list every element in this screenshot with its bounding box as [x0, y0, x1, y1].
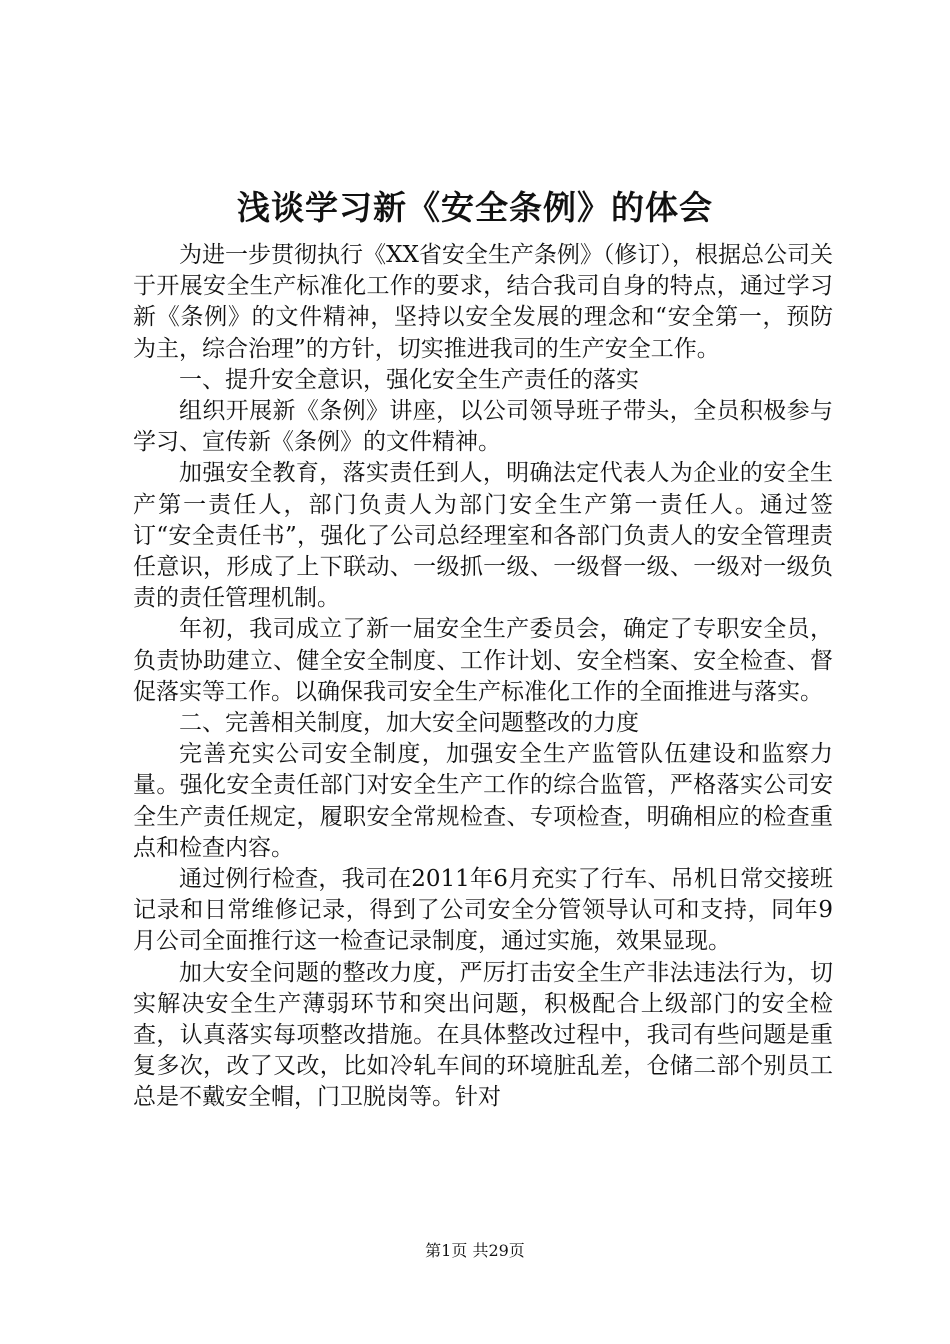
paragraph-intro: 为进一步贯彻执行《XX省安全生产条例》（修订），根据总公司关于开展安全生产标准化工作的要求，结合我司自身的特点，通过学习新《条例》的文件精神，坚持以安全发展的理念和“安全第一，预防为主，综合治理”的方针，切实推进我司的生产安全工作。 [133, 242, 833, 362]
paragraph: 加大安全问题的整改力度，严厉打击安全生产非法违法行为，切实解决安全生产薄弱环节和突出问题，积极配合上级部门的安全检查，认真落实每项整改措施。在具体整改过程中，我司有些问题是重复多次，改了又改，比如冷轧车间的环境脏乱差，仓储二部个别员工总是不戴安全帽，门卫脱岗等。针对 [133, 959, 833, 1111]
document-title: 浅谈学习新《安全条例》的体会 [237, 188, 713, 227]
document-body [133, 240, 833, 1114]
paragraph: 年初，我司成立了新一届安全生产委员会，确定了专职安全员，负责协助建立、健全安全制度、工作计划、安全档案、安全检查、督促落实等工作。以确保我司安全生产标准化工作的全面推进与落实。 [133, 616, 833, 705]
page-number-footer: 第1页 共29页 [425, 1241, 525, 1260]
paragraph: 组织开展新《条例》讲座，以公司领导班子带头，全员积极参与学习、宣传新《条例》的文件精神。 [133, 398, 833, 456]
section-heading-2: 二、完善相关制度，加大安全问题整改的力度 [179, 710, 639, 737]
paragraph: 加强安全教育，落实责任到人，明确法定代表人为企业的安全生产第一责任人，部门负责人为部门安全生产第一责任人。通过签订“安全责任书”，强化了公司总经理室和各部门负责人的安全管理责任意识，形成了上下联动、一级抓一级、一级督一级、一级对一级负责的责任管理机制。 [133, 460, 833, 612]
section-heading-1: 一、提升安全意识，强化安全生产责任的落实 [179, 366, 639, 393]
paragraph: 通过例行检查，我司在2011年6月充实了行车、吊机日常交接班记录和日常维修记录，得到了公司安全分管领导认可和支持，同年9月公司全面推行这一检查记录制度，通过实施，效果显现。 [133, 866, 833, 955]
paragraph: 完善充实公司安全制度，加强安全生产监管队伍建设和监察力量。强化安全责任部门对安全生产工作的综合监管，严格落实公司安全生产责任规定，履职安全常规检查、专项检查，明确相应的检查重点和检查内容。 [133, 741, 833, 861]
